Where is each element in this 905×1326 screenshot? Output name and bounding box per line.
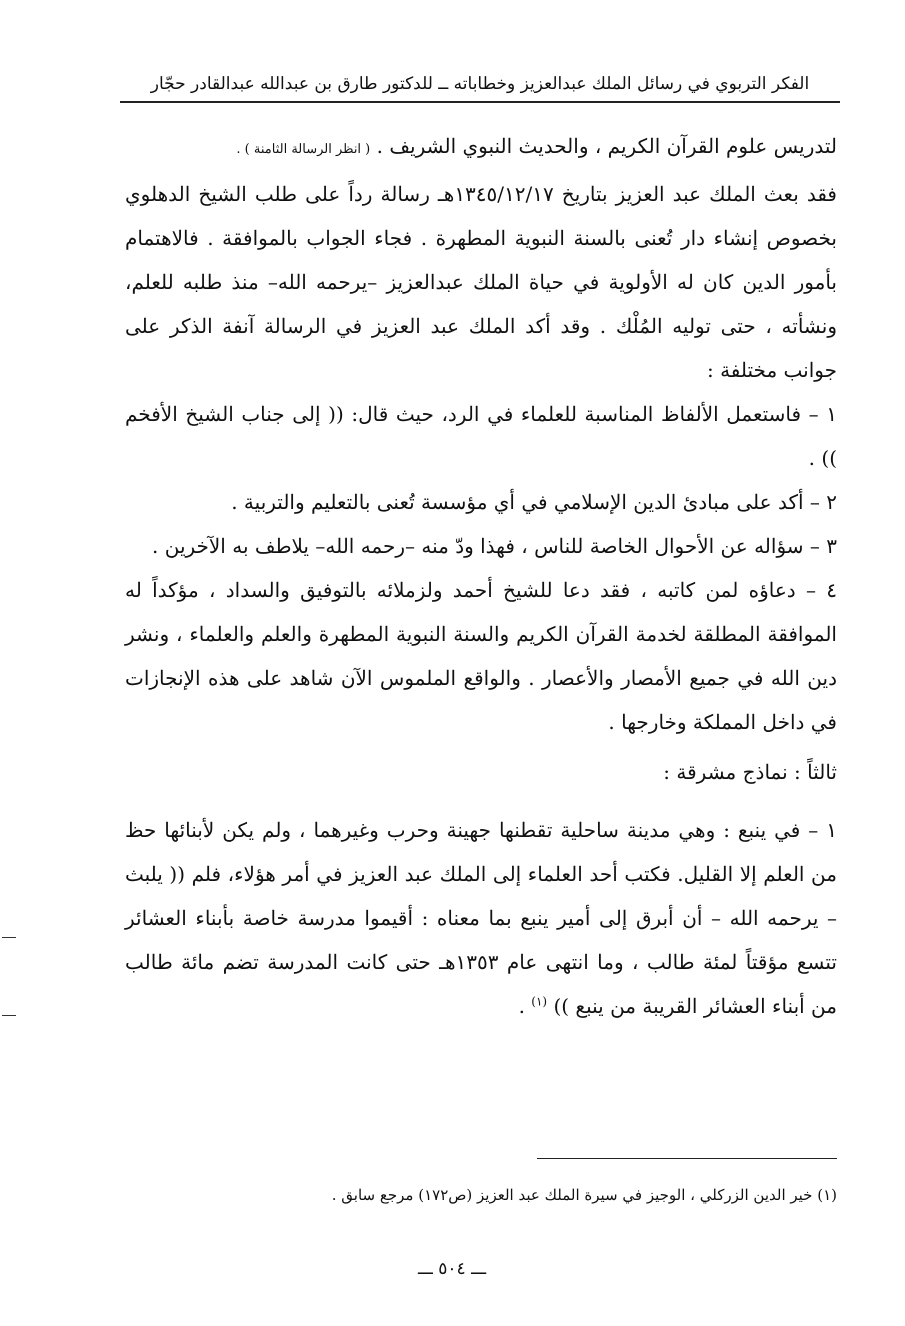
section-heading: ثالثاً : نماذج مشرقة : [663, 760, 837, 784]
list-item-1: ١ – فاستعمل الألفاظ المناسبة للعلماء في الرد، حيث قال: (( إلى جناب الشيخ الأفخم )) . [125, 402, 838, 470]
list-item-2: ٢ – أكد على مبادئ الدين الإسلامي في أي مؤسسة تُعنى بالتعليم والتربية . [231, 490, 837, 514]
footnote-reference: (١) [531, 994, 548, 1009]
paragraph-1 [125, 124, 837, 172]
margin-mark [2, 1015, 16, 1016]
list-item-4: ٤ – دعاؤه لمن كاتبه ، فقد دعا للشيخ أحمد ولزملائه بالتوفيق والسداد ، مؤكداً له الموافقة المطلقة لخدمة القرآن الكريم والسنة النبوية المطهرة والعلم والعلماء ، ونشر دين الله في جميع الأمصار والأعصار . والواقع الملموس الآن شاهد على هذه الإنجازات في داخل المملكة وخارجها . [125, 578, 837, 734]
main-text [125, 124, 837, 1028]
running-header: الفكر التربوي في رسائل الملك عبدالعزيز وخطاباته ــ للدكتور طارق بن عبدالله عبدالقادر حجّار [150, 74, 810, 94]
page-number: ـــ ٥٠٤ ـــ [417, 1259, 487, 1279]
list-item-3: ٣ – سؤاله عن الأحوال الخاصة للناس ، فهذا ودّ منه –رحمه الله– يلاطف به الآخرين . [152, 534, 837, 558]
margin-mark [2, 937, 16, 938]
paragraph-2: فقد بعث الملك عبد العزيز بتاريخ ١٣٤٥/١٢/١٧هـ رسالة رداً على طلب الشيخ الدهلوي بخصوص إنشاء دار تُعنى بالسنة النبوية المطهرة . فجاء الجواب بالموافقة . فالاهتمام بأمور الدين كان له الأولوية في حياة الملك عبدالعزيز –يرحمه الله– منذ طلبه للعلم، ونشأته ، حتى توليه المُلْك . وقد أكد الملك عبد العزيز في الرسالة آنفة الذكر على جوانب مختلفة : [125, 182, 837, 382]
yanbu-end: . [518, 994, 532, 1018]
footnote-rule [537, 1158, 837, 1159]
header-rule [120, 101, 840, 103]
paragraph-1-text: لتدريس علوم القرآن الكريم ، والحديث النبوي الشريف . [376, 134, 837, 158]
letter-reference-note: ( انظر الرسالة الثامنة ) . [236, 142, 371, 157]
yanbu-paragraph [125, 808, 837, 1028]
yanbu-text: ١ – في ينبع : وهي مدينة ساحلية تقطنها جهينة وحرب وغيرهما ، ولم يكن لأبنائها حظ من العلم إلا القليل. فكتب أحد العلماء إلى الملك عبد العزيز في أمر هؤلاء، فلم (( يلبث – يرحمه الله – أن أبرق إلى أمير ينبع بما معناه : أقيموا مدرسة خاصة بأبناء العشائر تتسع مؤقتاً لمئة طالب ، وما انتهى عام ١٣٥٣هـ حتى كانت المدرسة تضم مائة طالب من أبناء العشائر القريبة من ينبع )) [125, 818, 837, 1018]
footnote: (١) خير الدين الزركلي ، الوجيز في سيرة الملك عبد العزيز (ص١٧٢) مرجع سابق . [331, 1186, 837, 1204]
